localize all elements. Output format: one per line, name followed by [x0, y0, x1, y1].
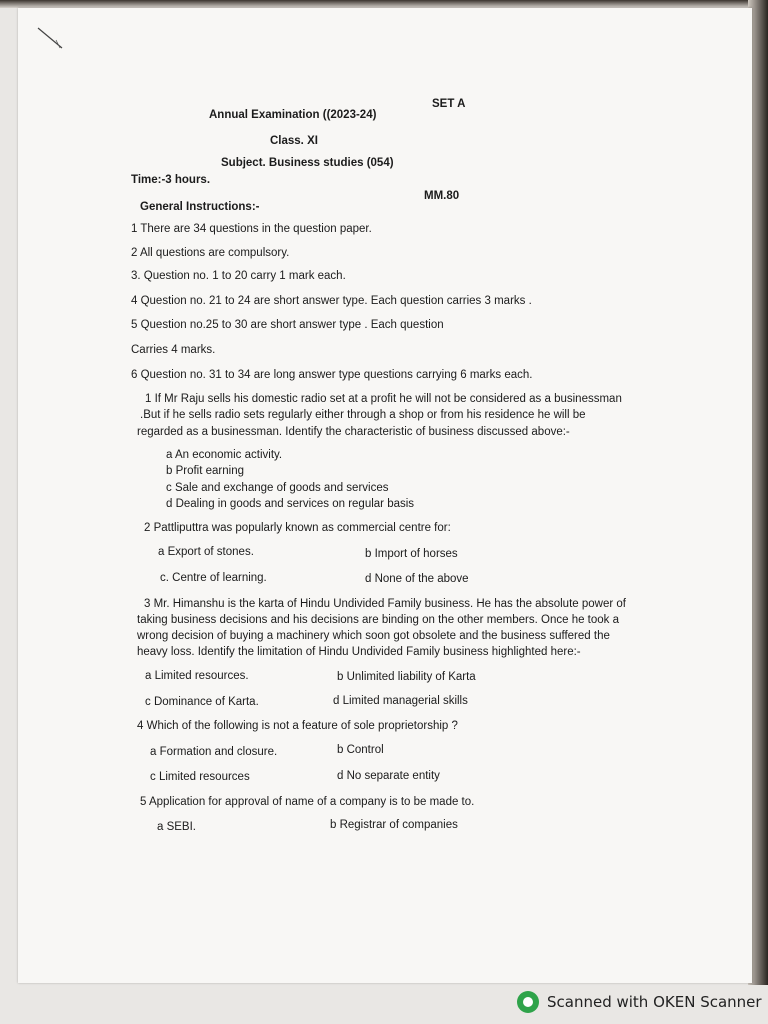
scanner-label: Scanned with OKEN Scanner [547, 993, 762, 1011]
question-4-line: 4 Which of the following is not a feature of sole proprietorship ? [137, 720, 458, 732]
question-2-option: a Export of stones. [158, 546, 254, 558]
class-label: Class. XI [270, 135, 318, 147]
time-label: Time:-3 hours. [131, 174, 211, 186]
instruction-item: 2 All questions are compulsory. [131, 247, 290, 259]
question-4-option: a Formation and closure. [150, 746, 278, 758]
instruction-item: Carries 4 marks. [131, 344, 216, 356]
question-3-line: wrong decision of buying a machinery which soon got obsolete and the business suffered the [137, 630, 610, 642]
instructions-heading: General Instructions:- [140, 201, 260, 213]
question-3-option: d Limited managerial skills [333, 695, 468, 707]
question-2-option: d None of the above [365, 573, 469, 585]
question-5-option: a SEBI. [157, 821, 196, 833]
question-1-option: d Dealing in goods and services on regular basis [166, 498, 415, 510]
instruction-item: 5 Question no.25 to 30 are short answer type . Each question [131, 319, 444, 331]
question-4-option: c Limited resources [150, 771, 250, 783]
question-2-line: 2 Pattliputtra was popularly known as commercial centre for: [144, 522, 451, 534]
question-1-option: a An economic activity. [166, 449, 283, 461]
instruction-item: 1 There are 34 questions in the question paper. [131, 223, 372, 235]
max-marks: MM.80 [424, 190, 460, 202]
scanner-watermark [517, 990, 762, 1014]
pen-mark-icon [36, 26, 66, 52]
question-1-line: .But if he sells radio sets regularly either through a shop or from his residence he will be [140, 409, 586, 421]
subject-label: Subject. Business studies (054) [221, 157, 394, 169]
scanner-logo-icon [517, 991, 539, 1013]
question-3-line: 3 Mr. Himanshu is the karta of Hindu Undivided Family business. He has the absolute power of [144, 598, 626, 610]
page-top-edge [0, 0, 768, 8]
exam-title: Annual Examination ((2023-24) [209, 109, 377, 121]
question-2-option: c. Centre of learning. [160, 572, 267, 584]
question-5-option: b Registrar of companies [330, 819, 458, 831]
question-3-option: c Dominance of Karta. [145, 696, 259, 708]
instruction-item: 3. Question no. 1 to 20 carry 1 mark each. [131, 270, 346, 282]
question-4-option: b Control [337, 744, 384, 756]
question-1-line: regarded as a businessman. Identify the characteristic of business discussed above:- [137, 426, 570, 438]
question-3-option: a Limited resources. [145, 670, 249, 682]
question-3-option: b Unlimited liability of Karta [337, 671, 476, 683]
instruction-item: 6 Question no. 31 to 34 are long answer type questions carrying 6 marks each. [131, 369, 533, 381]
set-label: SET A [432, 98, 466, 110]
question-1-line: 1 If Mr Raju sells his domestic radio set at a profit he will not be considered as a businessman [145, 393, 622, 405]
question-1-option: b Profit earning [166, 465, 244, 477]
question-3-line: heavy loss. Identify the limitation of Hindu Undivided Family business highlighted here:- [137, 646, 581, 658]
question-2-option: b Import of horses [365, 548, 458, 560]
question-4-option: d No separate entity [337, 770, 440, 782]
question-1-option: c Sale and exchange of goods and services [166, 482, 389, 494]
question-5-line: 5 Application for approval of name of a company is to be made to. [140, 796, 475, 808]
question-3-line: taking business decisions and his decisions are binding on the other members. Once he took a [137, 614, 620, 626]
instruction-item: 4 Question no. 21 to 24 are short answer type. Each question carries 3 marks . [131, 295, 532, 307]
exam-paper [18, 8, 752, 983]
